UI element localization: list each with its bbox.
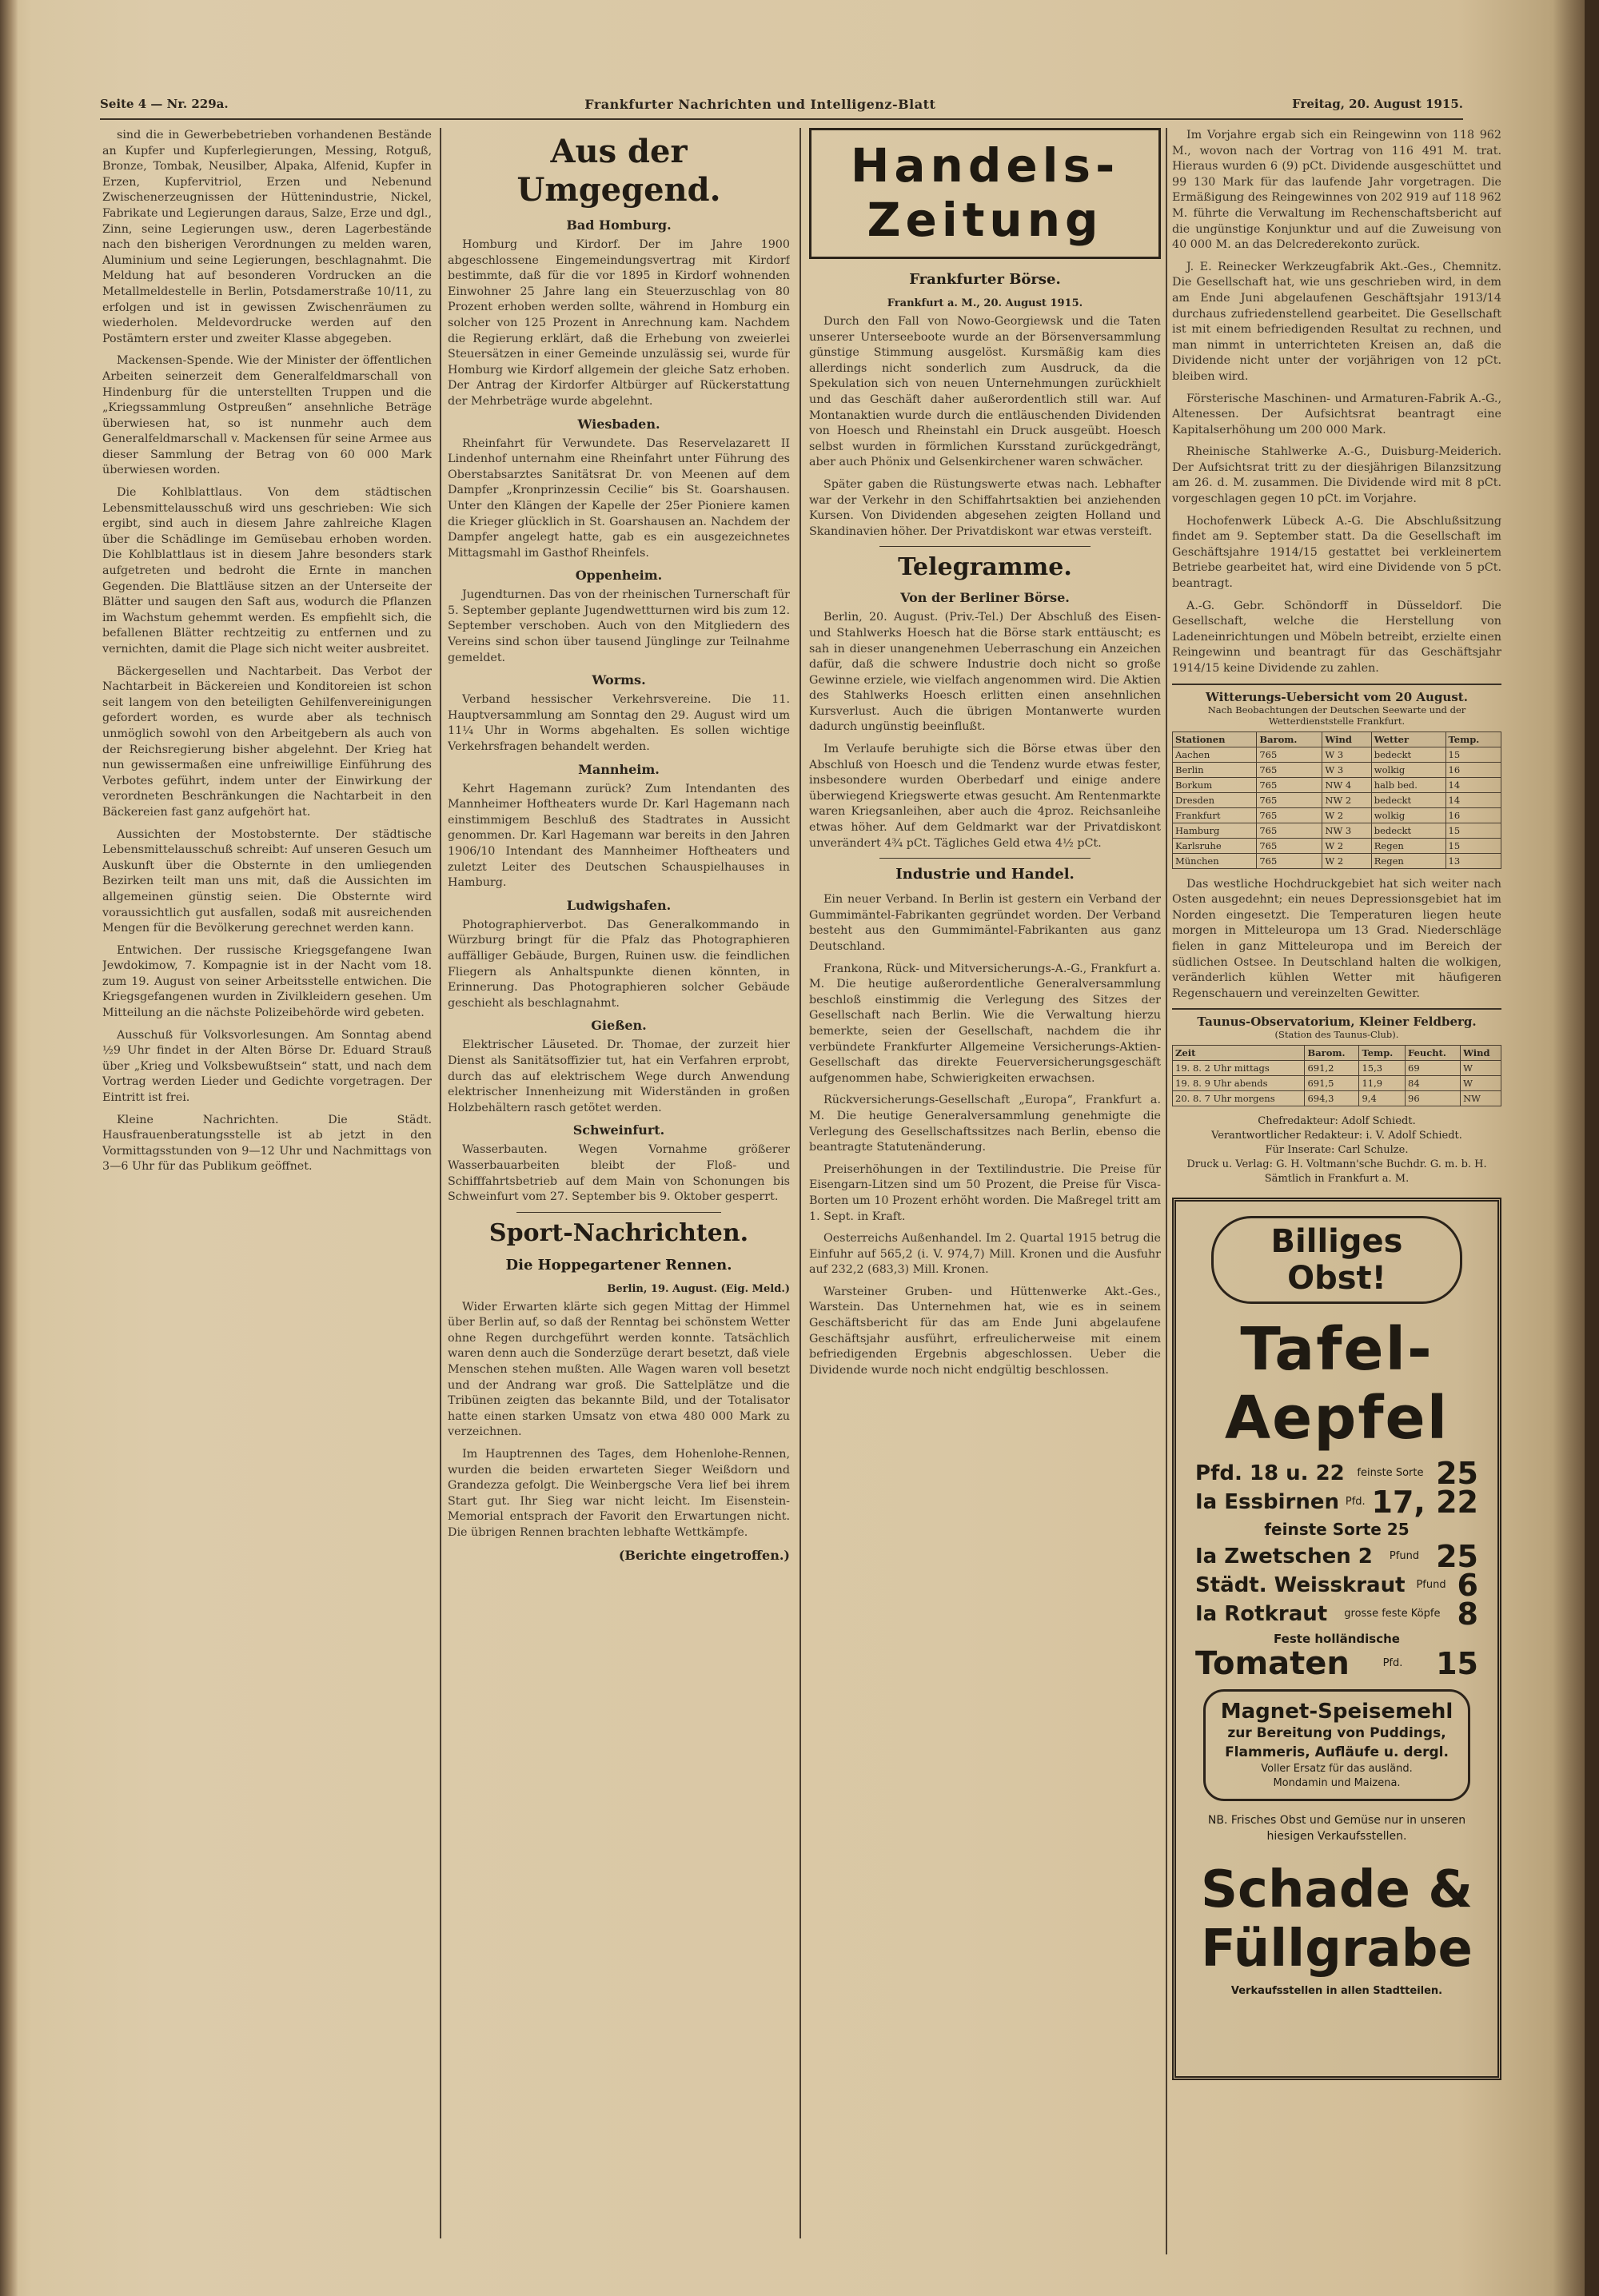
article-paragraph: Elektrischer Läuseted. Dr. Thomae, der zurzeit hier Dienst als Sanitätsoffizier tut, hat ein Verfahren erprobt, durch das auf elektrischem Wege durch Anwendung elektrischer Innenheizung mit Widerständen in großen Holzbehältern rasch getötet werden. xyxy=(448,1038,790,1114)
table-row xyxy=(1173,838,1501,853)
article-paragraph: Im Hauptrennen des Tages, dem Hohenlohe-Rennen, wurden die beiden erwarteten Sieger Weißdorn und Grandezza gefolgt. Die Weinbergsche Vera lief bei ihrem Start gut. Ihr Sieg war nicht leicht. Im Eisenstein-Memorial entsprach der Favorit den Erwartungen nicht. Die übrigen Rennen brachten lebhafte Wettkämpfe. xyxy=(448,1448,790,1539)
ad-price: 6 xyxy=(1457,1568,1478,1604)
weather-subtitle: Nach Beobachtungen der Deutschen Seewarte und der Wetterdienststelle Frankfurt. xyxy=(1207,704,1466,727)
article-paragraph: A.-G. Gebr. Schöndorff in Düsseldorf. Die Gesellschaft, welche die Herstellung von Ladeneinrichtungen und Möbeln betreibt, erzielte einen Reingewinn und beantragt für das Geschäftsjahr 1914/15 keine Dividende zu zahlen. xyxy=(1172,599,1501,675)
table-cell: NW xyxy=(1461,1091,1501,1106)
table-row xyxy=(1173,777,1501,792)
table-header-cell: Temp. xyxy=(1359,1046,1406,1061)
ad-price-line xyxy=(1187,1596,1486,1632)
section-subtitle: Ludwigshafen. xyxy=(566,897,672,913)
table-row xyxy=(1173,1091,1501,1106)
section-title: Telegramme. xyxy=(898,553,1072,582)
table-row xyxy=(1173,823,1501,838)
table-header-cell: Barom. xyxy=(1257,731,1322,747)
ad-price-line xyxy=(1187,1539,1486,1575)
ad-banner-line: Obst! xyxy=(1287,1260,1386,1297)
table-cell: Berlin xyxy=(1173,762,1257,777)
sport-subtitle: Die Hoppegartener Rennen. xyxy=(505,1256,732,1274)
taunus-subtitle: (Station des Taunus-Club). xyxy=(1274,1029,1399,1041)
article-paragraph: Verband hessischer Verkehrsvereine. Die 11. Hauptversammlung am Sonntag den 29. August wird um 11¼ Uhr in Worms abgehalten. Es sollen wichtige Verkehrsfragen behandelt werden. xyxy=(448,693,790,754)
table-row xyxy=(1173,853,1501,868)
table-cell: W xyxy=(1461,1076,1501,1091)
article-paragraph: Rückversicherungs-Gesellschaft „Europa“, Frankfurt a. M. Die heutige Generalversammlung genehmigte die Verlegung des Gesellschaftssitzes nach Berlin, ebenso die beantragte Statutenänderung. xyxy=(809,1094,1161,1154)
ad-banner xyxy=(1211,1216,1462,1304)
taunus-table xyxy=(1172,1045,1501,1106)
table-row xyxy=(1173,747,1501,762)
article-paragraph: Kehrt Hagemann zurück? Zum Intendanten des Mannheimer Hoftheaters wurde Dr. Karl Hagemann nach einstimmigem Beschluß des Stadtrates in Aussicht genommen. Dr. Karl Hagemann war bereits in den Jahren 1906/10 Intendant des Mannheimer Hoftheaters und zuletzt Leiter des Deutschen Schauspielhauses in Hamburg. xyxy=(448,782,790,890)
ad-footer: Verkaufsstellen in allen Stadtteilen. xyxy=(1230,1985,1443,1998)
sport-end-note: (Berichte eingetroffen.) xyxy=(618,1547,790,1563)
ad-magnet-line: Voller Ersatz für das ausländ. xyxy=(1261,1763,1413,1776)
table-header-cell: Stationen xyxy=(1173,731,1257,747)
table-cell: 691,5 xyxy=(1305,1076,1359,1091)
sport-dateline: Berlin, 19. August. (Eig. Meld.) xyxy=(607,1282,790,1295)
table-header-cell: Wind xyxy=(1461,1046,1501,1061)
ad-brand-line: Schade & xyxy=(1200,1860,1473,1920)
article-paragraph: Hochofenwerk Lübeck A.-G. Die Abschlußsitzung findet am 9. September statt. Da die Gesellschaft im Geschäftsjahre 1914/15 gestattet bei verkleinertem Betriebe gearbeitet hat, wird eine Dividende von 5 pCt. beantragt. xyxy=(1172,514,1501,591)
ad-item-unit: Pfund xyxy=(1389,1550,1420,1563)
column-2 xyxy=(448,128,790,2238)
ad-brand-line: Füllgrabe xyxy=(1201,1919,1473,1979)
table-cell: 14 xyxy=(1445,792,1501,807)
article-paragraph: Oesterreichs Außenhandel. Im 2. Quartal 1915 betrug die Einfuhr auf 565,2 (i. V. 974,7) Mill. Kronen und die Ausfuhr auf 232,2 (683,3) Mill. Kronen. xyxy=(809,1232,1161,1277)
ad-item: Tomaten xyxy=(1195,1645,1350,1683)
table-cell: 765 xyxy=(1257,792,1322,807)
ad-price: 17, 22 xyxy=(1371,1485,1478,1521)
table-cell: 15 xyxy=(1445,747,1501,762)
divider xyxy=(516,1212,722,1213)
column-3 xyxy=(809,128,1161,2254)
dateline: Frankfurt a. M., 20. August 1915. xyxy=(887,297,1083,309)
page-edge-shadow xyxy=(1553,0,1585,2296)
ad-price-line xyxy=(1187,1645,1486,1683)
table-cell: wolkig xyxy=(1371,762,1445,777)
table-cell: W 2 xyxy=(1322,807,1371,823)
article-paragraph: Die Kohlblattlaus. Von dem städtischen Lebensmittelausschuß wird uns geschrieben: Wie sich ergibt, sind auch in diesem Jahre zahlreiche Klagen über die Schädlinge im Gemüsebau erhoben worden. Die Kohlblattlaus ist in diesem Jahre besonders stark aufgetreten und bedroht die Ernte in manchen Gegenden. Die Blattläuse sitzen an der Unterseite der Blätter und saugen den Saft aus, wodurch die Pflanzen im Wachstum gehemmt werden. Es empfiehlt sich, die befallenen Blätter rechtzeitig zu entfernen und zu vernichten, damit die Plage sich nicht weiter ausbreitet. xyxy=(102,486,432,656)
table-cell: 765 xyxy=(1257,838,1322,853)
table-cell: bedeckt xyxy=(1371,747,1445,762)
table-cell: München xyxy=(1173,853,1257,868)
ad-item: Pfd. 18 u. 22 xyxy=(1195,1461,1345,1486)
column-rule xyxy=(1166,128,1167,2254)
taunus-title: Taunus-Observatorium, Kleiner Feldberg. xyxy=(1172,1008,1501,1029)
table-cell: 765 xyxy=(1257,807,1322,823)
ad-magnet-line: Flammeris, Aufläufe u. dergl. xyxy=(1225,1744,1449,1761)
table-cell: Dresden xyxy=(1173,792,1257,807)
table-body xyxy=(1173,747,1501,868)
table-row xyxy=(1173,762,1501,777)
table-row xyxy=(1173,1076,1501,1091)
ad-headline: Tafel-Aepfel xyxy=(1224,1315,1449,1453)
table-body xyxy=(1173,1061,1501,1106)
ad-price: 8 xyxy=(1457,1596,1478,1632)
imprint-line: Druck u. Verlag: G. H. Voltmann'sche Buchdr. G. m. b. H. xyxy=(1186,1158,1487,1171)
table-header-row xyxy=(1173,1046,1501,1061)
imprint xyxy=(1172,1114,1501,1186)
article-paragraph: Jugendturnen. Das von der rheinischen Turnerschaft für 5. September geplante Jugendwettturnen wird bis zum 12. September verschoben. Auch von den Mitgliedern des Vereins sind schon über tausend Jünglinge zur Teilnahme gemeldet. xyxy=(448,588,790,664)
table-header-cell: Wind xyxy=(1322,731,1371,747)
table-header-cell: Wetter xyxy=(1371,731,1445,747)
table-cell: Aachen xyxy=(1173,747,1257,762)
weather-title: Witterungs-Uebersicht vom 20 August. xyxy=(1172,684,1501,704)
section-title: Industrie und Handel. xyxy=(895,866,1075,883)
section-subtitle: Schweinfurt. xyxy=(572,1122,665,1138)
article-paragraph: sind die in Gewerbebetrieben vorhandenen Bestände an Kupfer und Kupferlegierungen, Messing, Rotguß, Bronze, Tombak, Neusilber, Alpaka, Alfenid, Kupfer in Erzen, Kupfervitriol, Erzen und Nebenund Zwischenerzeugnissen der Hüttenindustrie, Nickel, Fabrikate und Legierungen daraus, Salze, Erze und dgl., Zinn, seine Legierungen usw., deren Lagerbestände nach den bisherigen Verordnungen zu melden waren, Aluminium und seine Legierungen, beschlagnahmt. Die Meldung hat auf besonderen Vordrucken an die Metallmeldestelle in Berlin, Potsdamerstraße 10/11, zu erfolgen und ist in gewissen Zwischenräumen zu wiederholen. Meldevordrucke werden auf den Postämtern erster und zweiter Klasse abgegeben. xyxy=(102,129,432,345)
ad-note: NB. Frisches Obst und Gemüse nur in unseren hiesigen Verkaufsstellen. xyxy=(1207,1814,1466,1844)
table-cell: W xyxy=(1461,1061,1501,1076)
article-paragraph: Kleine Nachrichten. Die Städt. Hausfrauenberatungsstelle ist ab jetzt in den Vormittagsstunden von 9—12 Uhr und Nachmittags von 3—6 Uhr für das Publikum geöffnet. xyxy=(102,1113,432,1174)
table-header-row xyxy=(1173,731,1501,747)
ad-brand xyxy=(1187,1860,1486,1979)
section-subtitle: Bad Homburg. xyxy=(566,217,672,233)
sport-title: Sport-Nachrichten. xyxy=(488,1218,749,1247)
divider xyxy=(879,546,1091,547)
article-paragraph: Später gaben die Rüstungswerte etwas nach. Lebhafter war der Verkehr in den Schiffahrtsaktien bei anziehenden Kursen. Von Dividenden abgesehen zeigten Holland und Skandinavien höher. Der Privatdiskont war etwas versteift. xyxy=(809,477,1161,538)
table-cell: NW 3 xyxy=(1322,823,1371,838)
table-cell: 13 xyxy=(1445,853,1501,868)
header-page-number: Seite 4 — Nr. 229a. xyxy=(100,97,229,111)
article-paragraph: Aussichten der Mostobsternte. Der städtische Lebensmittelausschuß schreibt: Auf unseren Gesuch um Auskunft über die Obsternte in den umliegenden Bezirken teilt man uns mit, daß die Aussichten im allgemeinen günstig seien. Die Obsternte wird voraussichtlich gut ausfallen, sodaß mit ausreichenden Mengen für die Bevölkerung gerechnet werden kann. xyxy=(102,827,432,935)
ad-price-line xyxy=(1187,1456,1486,1492)
table-cell: NW 4 xyxy=(1322,777,1371,792)
article-paragraph: Durch den Fall von Nowo-Georgiewsk und die Taten unserer Unterseeboote wurde an der Börsenversammlung günstige Stimmung ausgelöst. Kursmäßig kam dies allerdings nicht sonderlich zum Ausdruck, da die Spekulation sich von neuen Unternehmungen zurückhielt und das Geschäft daher außerordentlich still war. Auf Montanaktien wurde durch die entläuschenden Dividenden von Hoesch und Rheinstahl ein Druck ausgeübt. Hoesch selbst wurden in förmlichen Kursstand zurückgedrängt, aber auch Phönix und Gelsenkirchener waren schwächer. xyxy=(809,315,1161,469)
table-cell: wolkig xyxy=(1371,807,1445,823)
page-gutter xyxy=(0,0,18,2296)
table-cell: 15 xyxy=(1445,838,1501,853)
table-cell: 69 xyxy=(1406,1061,1461,1076)
header-masthead: Frankfurter Nachrichten und Intelligenz-Blatt xyxy=(584,96,936,112)
table-cell: W 3 xyxy=(1322,747,1371,762)
table-row xyxy=(1173,1061,1501,1076)
article-paragraph: Ein neuer Verband. In Berlin ist gestern ein Verband der Gummimäntel-Fabrikanten gegründet worden. Der Verband besteht aus den Gummimäntel-Fabrikanten aus ganz Deutschland. xyxy=(809,893,1161,953)
table-cell: 694,3 xyxy=(1305,1091,1359,1106)
table-cell: bedeckt xyxy=(1371,823,1445,838)
ad-magnet-box xyxy=(1203,1689,1470,1801)
table-cell: 15,3 xyxy=(1359,1061,1406,1076)
table-cell: Hamburg xyxy=(1173,823,1257,838)
table-cell: W 3 xyxy=(1322,762,1371,777)
table-header-cell: Zeit xyxy=(1173,1046,1305,1061)
imprint-line: Sämtlich in Frankfurt a. M. xyxy=(1264,1173,1410,1186)
table-header-cell: Barom. xyxy=(1305,1046,1359,1061)
handels-zeitung-banner: Handels-Zeitung xyxy=(809,128,1161,259)
section-title: Frankfurter Börse. xyxy=(909,271,1061,288)
ad-price: 25 xyxy=(1436,1539,1478,1575)
section-title: Aus der Umgegend. xyxy=(516,133,721,209)
advertisement xyxy=(1172,1198,1501,2080)
article-paragraph: Im Vorjahre ergab sich ein Reingewinn von 118 962 M., wovon nach der Vortrag von 116 491 M. trat. Hieraus wurden 6 (9) pCt. Dividende ausgeschüttet und 99 130 Mark für das laufende Jahr vorgetragen. Die Ermäßigung des Reingewinnes von 202 919 auf 118 962 M. führte die Verwaltung im Rechenschaftsbericht auf die ungünstige Konjunktur und auf die Zuweisung von 40 000 M. an das Delcrederekonto zurück. xyxy=(1172,129,1501,252)
imprint-line: Chefredakteur: Adolf Schiedt. xyxy=(1258,1115,1416,1128)
page-header xyxy=(100,90,1463,120)
table-cell: 765 xyxy=(1257,823,1322,838)
ad-item: Städt. Weisskraut xyxy=(1195,1573,1406,1598)
table-cell: 691,2 xyxy=(1305,1061,1359,1076)
article-paragraph: Preiserhöhungen in der Textilindustrie. Die Preise für Eisengarn-Litzen sind um 50 Prozent, die Preise für Visca-Borten um 10 Prozent erhöht worden. Die Maßregel tritt am 1. Sept. in Kraft. xyxy=(809,1162,1161,1223)
table-cell: 14 xyxy=(1445,777,1501,792)
table-cell: NW 2 xyxy=(1322,792,1371,807)
table-cell: Borkum xyxy=(1173,777,1257,792)
table-row xyxy=(1173,807,1501,823)
ad-item-unit: grosse feste Köpfe xyxy=(1344,1608,1441,1620)
imprint-line: Für Inserate: Carl Schulze. xyxy=(1265,1144,1409,1157)
table-cell: 96 xyxy=(1406,1091,1461,1106)
article-paragraph: Wider Erwarten klärte sich gegen Mittag der Himmel über Berlin auf, so daß der Renntag bei schönstem Wetter ohne Regen durchgeführt werden konnte. Tatsächlich waren denn auch die Sonderzüge derart besetzt, daß viele Menschen stehen mußten. Alle Wagen waren voll besetzt und der Andrang war groß. Die Sattelplätze und die Tribünen zeigten das bekannte Bild, und der Totalisator hatte einen starken Umsatz von etwa 480 000 Mark zu verzeichnen. xyxy=(448,1300,790,1439)
table-cell: 16 xyxy=(1445,762,1501,777)
table-cell: 11,9 xyxy=(1359,1076,1406,1091)
ad-item-unit: Pfd. xyxy=(1345,1496,1366,1509)
weather-summary: Das westliche Hochdruckgebiet hat sich weiter nach Osten ausgedehnt; ein neues Depressionsgebiet hat im Norden eingesetzt. Die Temperaturen liegen heute morgen in Mitteleuropa um 13 Grad. Niederschläge fielen in ganz Mitteleuropa und im Bereich der südlichen Ostsee. In Deutschland halten die wolkigen, veränderlich kühlen Wetter mit häufigeren Regenschauern und vereinzelten Gewitter. xyxy=(1172,877,1501,1000)
table-cell: 16 xyxy=(1445,807,1501,823)
ad-magnet-line: Mondamin und Maizena. xyxy=(1273,1777,1401,1790)
article-paragraph: Rheinfahrt für Verwundete. Das Reservelazarett II Lindenhof unternahm eine Rheinfahrt unter Führung des Oberstabsarztes Sanitätsrat Dr. von Meenen auf dem Dampfer „Kronprinzessin Cecilie“ bis St. Goarshausen. Unter den Klängen der Kapelle der 25er Pioniere kamen die Krieger glücklich in St. Goarshausen an. Nachdem der Dampfer angelegt hatte, gab es ein ausgezeichnetes Mittagsmahl im Gasthof Rheinfels. xyxy=(448,436,790,560)
table-cell: 765 xyxy=(1257,747,1322,762)
section-subtitle: Wiesbaden. xyxy=(577,416,660,432)
article-paragraph: Ausschuß für Volksvorlesungen. Am Sonntag abend ½9 Uhr findet in der Alten Börse Dr. Eduard Strauß über „Krieg und Volksbewußtsein“ statt, und nach dem Vortrag werden Lieder und Gedichte vorgetragen. Der Eintritt ist frei. xyxy=(102,1028,432,1105)
table-row xyxy=(1173,792,1501,807)
ad-item-unit: Pfund xyxy=(1416,1579,1446,1592)
imprint-line: Verantwortlicher Redakteur: i. V. Adolf Schiedt. xyxy=(1211,1130,1462,1142)
table-cell: 20. 8. 7 Uhr morgens xyxy=(1173,1091,1305,1106)
ad-magnet-line: zur Bereitung von Puddings, xyxy=(1227,1725,1446,1742)
table-cell: 765 xyxy=(1257,853,1322,868)
table-cell: Karlsruhe xyxy=(1173,838,1257,853)
article-paragraph: Berlin, 20. August. (Priv.-Tel.) Der Abschluß des Eisen- und Stahlwerks Hoesch hat die Börse stark enttäuscht; es sah in dieser unangenehmen Ueberraschung ein Anzeichen dafür, daß die schwere Industrie doch nicht so große Gewinne erziele, wie vielfach angenommen wird. Die Aktien des Stahlwerks Hoesch erlitten einen ansehnlichen Kursverlust. Auch die übrigen Montanwerte wurden dadurch ungünstig beeinflußt. xyxy=(809,611,1161,734)
ad-banner-line: Billiges xyxy=(1270,1223,1403,1261)
ad-item: Ia Essbirnen xyxy=(1195,1490,1339,1515)
ad-item: Ia Rotkraut xyxy=(1195,1602,1328,1627)
table-cell: 19. 8. 2 Uhr mittags xyxy=(1173,1061,1305,1076)
table-header-cell: Temp. xyxy=(1445,731,1501,747)
table-cell: 765 xyxy=(1257,762,1322,777)
table-cell: W 2 xyxy=(1322,853,1371,868)
article-paragraph: Im Verlaufe beruhigte sich die Börse etwas über den Abschluß von Hoesch und die Tendenz wurde etwas fester, insbesondere wurden Oberbedarf und einige andere überwiegend Kriegswerte etwas gesucht. Am Rentenmarkte waren Kriegsanleihen, aber auch die 4proz. Reichsanleihe etwas höher. Auf dem Geldmarkt war der Privatdiskont unverändert 4¾ pCt. Tägliches Geld etwa 4½ pCt. xyxy=(809,743,1161,850)
table-cell: 15 xyxy=(1445,823,1501,838)
article-paragraph: Mackensen-Spende. Wie der Minister der öffentlichen Arbeiten seinerzeit dem Generalfeldmarschall von Hindenburg für die unterstellten Truppen und die „Kriegssammlung Ostpreußen“ ansehnliche Beträge überwiesen hat, so ist nunmehr auch dem Generalfeldmarschall v. Mackensen für seine Armee aus dieser Sammlung der Betrag von 60 000 Mark überwiesen worden. xyxy=(102,354,432,477)
table-cell: Regen xyxy=(1371,853,1445,868)
ad-item: feinste Sorte 25 xyxy=(1264,1520,1410,1540)
divider xyxy=(879,858,1091,859)
section-subtitle: Mannheim. xyxy=(578,761,660,777)
ad-magnet-title: Magnet-Speisemehl xyxy=(1220,1700,1453,1724)
table-cell: W 2 xyxy=(1322,838,1371,853)
table-cell: Frankfurt xyxy=(1173,807,1257,823)
header-date: Freitag, 20. August 1915. xyxy=(1292,97,1463,111)
article-paragraph: Entwichen. Der russische Kriegsgefangene Iwan Jewdokimow, 7. Kompagnie ist in der Nacht vom 18. zum 19. August von seiner Arbeitsstelle entwichen. Die Kriegsgefangenen wurden in Zivilkleidern gesehen. Um Mitteilung an die nächste Polizeibehörde wird gebeten. xyxy=(102,943,432,1020)
table-cell: 84 xyxy=(1406,1076,1461,1091)
table-cell: Regen xyxy=(1371,838,1445,853)
table-header-cell: Feucht. xyxy=(1406,1046,1461,1061)
article-paragraph: Rheinische Stahlwerke A.-G., Duisburg-Meiderich. Der Aufsichtsrat tritt zu der diesjährigen Bilanzsitzung am 26. d. M. zusammen. Die Dividende wird mit 8 pCt. vorgeschlagen gegen 10 pCt. im Vorjahre. xyxy=(1172,445,1501,506)
ad-price-line xyxy=(1187,1568,1486,1604)
section-subtitle: Gießen. xyxy=(591,1018,647,1034)
article-paragraph: Frankona, Rück- und Mitversicherungs-A.-G., Frankfurt a. M. Die heutige außerordentliche Generalversammlung beschloß einstimmig die Verlegung des Sitzes der Gesellschaft nach Berlin. Wie die Verwaltung hierzu bemerkte, seien der Gesellschaft, nachdem die ihr verbündete Frankfurter Allgemeine Versicherungs-Aktien-Gesellschaft das direkte Feuerversicherungsgeschäft aufgenommen habe, Schwierigkeiten erwachsen. xyxy=(809,962,1161,1085)
ad-item-unit: Pfd. xyxy=(1382,1657,1403,1670)
column-4 xyxy=(1172,128,1501,2254)
column-1 xyxy=(102,128,432,2238)
table-cell: 765 xyxy=(1257,777,1322,792)
article-paragraph: Warsteiner Gruben- und Hüttenwerke Akt.-Ges., Warstein. Das Unternehmen hat, wie es in seinem Geschäftsbericht für das am Ende Juni abgelaufene Geschäftsjahr ausführt, erfreulicherweise mit einem befriedigenden Ergebnis abgeschlossen. Ueber die Dividende wurde noch nicht endgültig beschlossen. xyxy=(809,1285,1161,1377)
article-paragraph: Bäckergesellen und Nachtarbeit. Das Verbot der Nachtarbeit in Bäckereien und Konditoreien ist schon seit langem von den beteiligten Gehilfenvereinigungen gefordert worden, es wurde aber als technisch unmöglich sowohl von den Arbeitgebern als auch von der Reichsregierung bisher abgelehnt. Der Krieg hat nun gewissermaßen eine unfreiwillige Einführung des Verbotes geführt, indem unter der Einwirkung der verordneten Beschränkungen die Nachtarbeit in den Bäckereien fast ganz aufgehört hat. xyxy=(102,664,432,819)
ad-item: Ia Zwetschen 2 xyxy=(1195,1545,1373,1569)
weather-table xyxy=(1172,731,1501,869)
article-paragraph: Wasserbauten. Wegen Vornahme größerer Wasserbauarbeiten bleibt der Floß- und Schifffahrtsbetrieb auf dem Main von Schonungen bis Schweinfurt vom 27. September bis 9. Oktober gesperrt. xyxy=(448,1143,790,1204)
article-paragraph: Photographierverbot. Das Generalkommando in Würzburg bringt für die Pfalz das Photographieren auffälliger Gebäude, Burgen, Ruinen usw. die feindlichen Fliegern als Anhaltspunkte dienen könnten, in Erinnerung. Das Photographieren solcher Gebäude geschieht als beschlagnahmt. xyxy=(448,918,790,1010)
ad-item-note: feinste Sorte xyxy=(1357,1467,1424,1480)
column-rule xyxy=(440,128,441,2238)
section-subtitle: Worms. xyxy=(592,672,646,688)
table-cell: 19. 8. 9 Uhr abends xyxy=(1173,1076,1305,1091)
article-paragraph: J. E. Reinecker Werkzeugfabrik Akt.-Ges., Chemnitz. Die Gesellschaft hat, wie uns geschrieben wird, in dem am Ende Juni abgelaufenen Geschäftsjahr 1913/14 durchaus zufriedenstellend gearbeitet. Die Gesellschaft ist mit einem befriedigenden Resultat zu rechnen, und man nimmt in unterrichteten Kreisen an, daß die Dividende nicht unter der vorjährigen von 12 pCt. bleiben wird. xyxy=(1172,260,1501,383)
ad-price: 25 xyxy=(1436,1456,1478,1492)
column-rule xyxy=(800,128,801,2238)
table-cell: bedeckt xyxy=(1371,792,1445,807)
ad-item-note: Feste holländische xyxy=(1274,1632,1400,1647)
table-cell: halb bed. xyxy=(1371,777,1445,792)
article-paragraph: Försterische Maschinen- und Armaturen-Fabrik A.-G., Altenessen. Der Aufsichtsrat beantragt eine Kapitalserhöhung um 200 000 Mark. xyxy=(1172,392,1501,436)
ad-price: 15 xyxy=(1436,1646,1478,1682)
article-paragraph: Homburg und Kirdorf. Der im Jahre 1900 abgeschlossene Eingemeindungsvertrag mit Kirdorf bestimmte, daß für die vor 1895 in Kirdorf wohnenden Einwohner 25 Jahre lang ein Steuerzuschlag von 80 Prozent erhoben werden sollte, während in Homburg ein solcher von 125 Prozent in Anrechnung kam. Nachdem die Regierung erklärt, daß die Erhebung von zweierlei Steuersätzen in einer Gemeinde unzulässig sei, wurde für Homburg wie Kirdorf allgemein der gleiche Satz erhoben. Der Antrag der Kirdorfer Altbürger auf Rückerstattung der Mehrbeträge wurde abgelehnt. xyxy=(448,238,790,408)
section-subtitle: Von der Berliner Börse. xyxy=(900,590,1070,606)
section-subtitle: Oppenheim. xyxy=(575,568,663,584)
table-cell: 9,4 xyxy=(1359,1091,1406,1106)
ad-price-line xyxy=(1187,1485,1486,1521)
